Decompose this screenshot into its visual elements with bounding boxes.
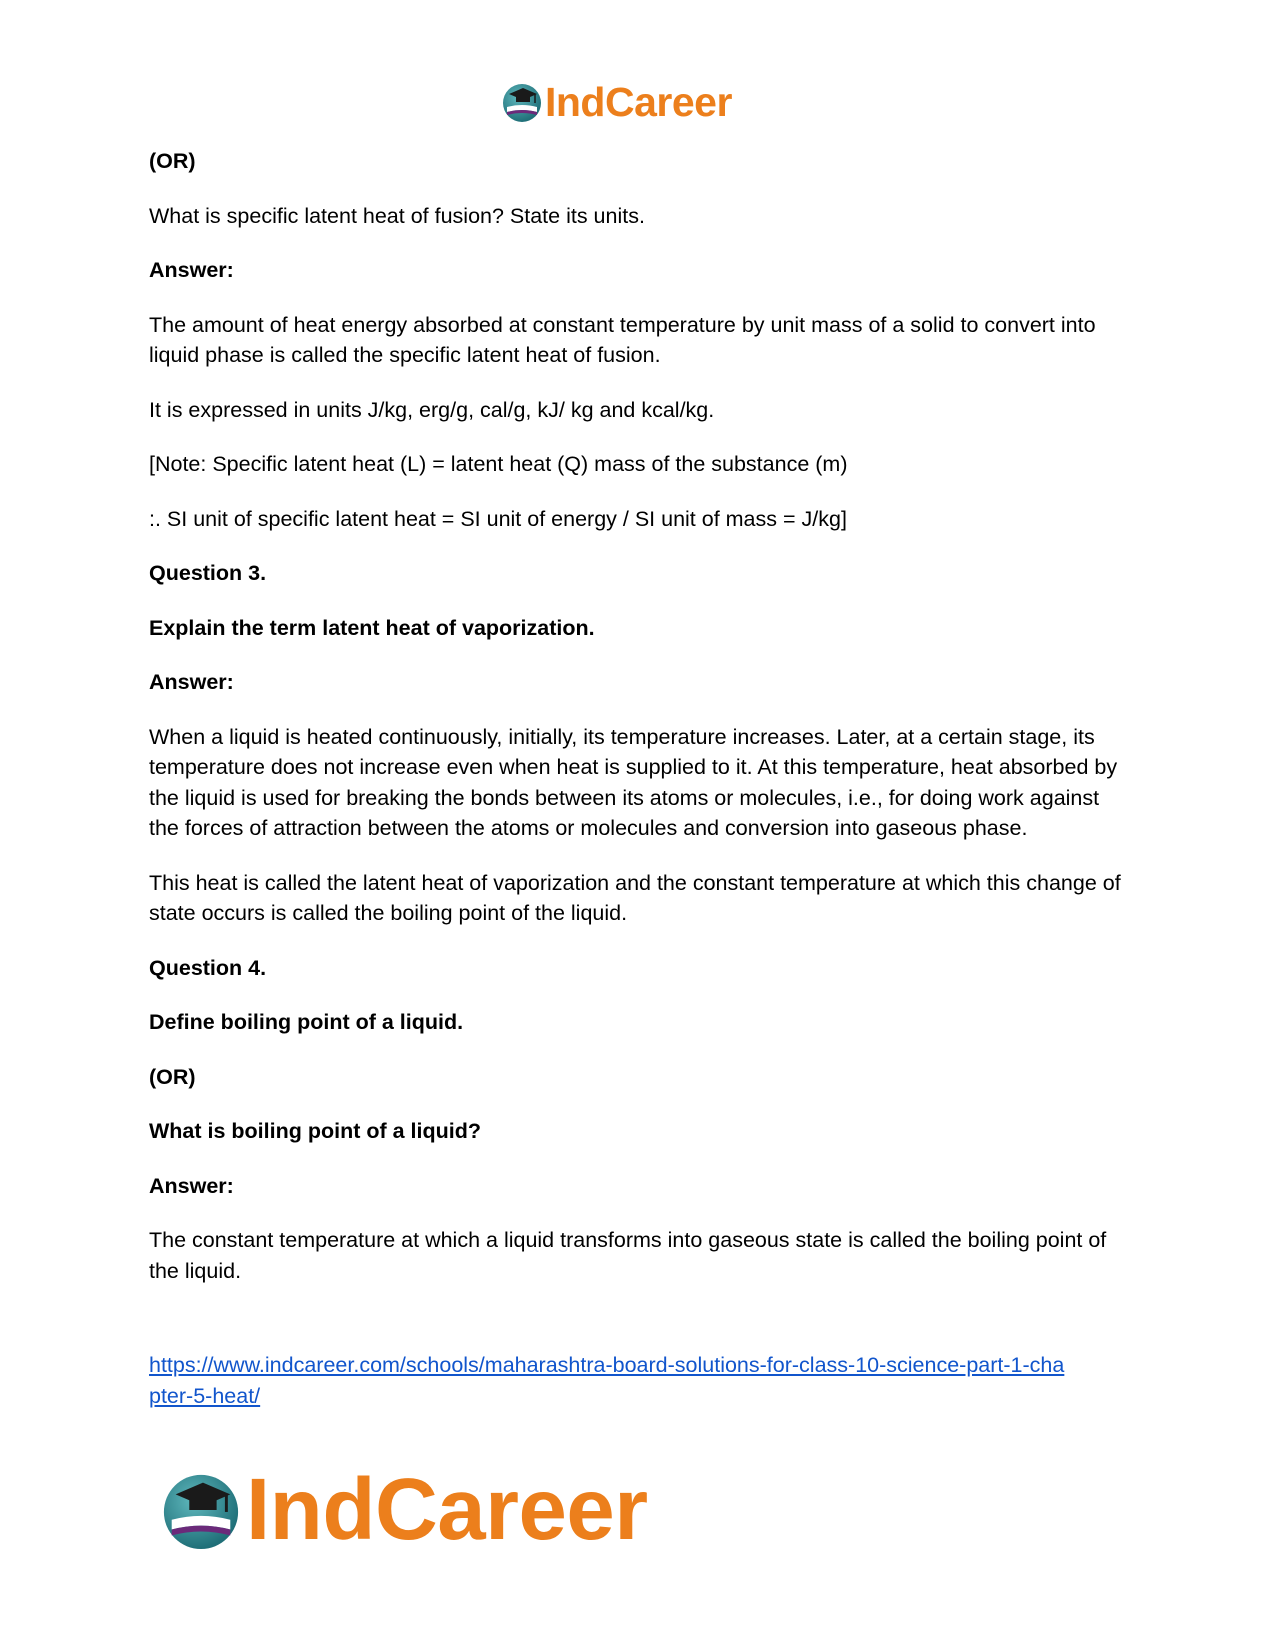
source-link-line1[interactable]: https://www.indcareer.com/schools/maharashtra-board-solutions-for-class-10-science-part-1-cha — [149, 1353, 1065, 1377]
bold-paragraph: Define boiling point of a liquid. — [149, 1010, 464, 1034]
header-logo — [501, 80, 732, 124]
bold-paragraph: Answer: — [149, 670, 234, 694]
bold-paragraph: Answer: — [149, 258, 234, 282]
bold-paragraph: Explain the term latent heat of vaporization. — [149, 615, 595, 640]
source-link-line2[interactable]: pter-5-heat/ — [149, 1383, 261, 1408]
paragraph: :. SI unit of specific latent heat = SI unit of energy / SI unit of mass = J/kg] — [149, 506, 847, 531]
footer-logo — [160, 1461, 648, 1558]
paragraph: It is expressed in units J/kg, erg/g, cal/g, kJ/ kg and kcal/kg. — [149, 397, 715, 422]
bold-paragraph: (OR) — [149, 1064, 196, 1089]
spacer — [149, 1310, 1129, 1350]
graduation-cap-book-globe-icon — [160, 1469, 242, 1551]
graduation-cap-book-globe-icon — [501, 81, 543, 123]
footer-logo-text: IndCareer — [246, 1461, 648, 1558]
paragraph: [Note: Specific latent heat (L) = latent heat (Q) mass of the substance (m) — [149, 452, 848, 476]
bold-paragraph: Question 4. — [149, 955, 267, 980]
paragraph: When a liquid is heated continuously, initially, its temperature increases. Later, at a certain stage, its temperature does not increase even when heat is supplied to it. At this temperature, heat absorbed by the liquid is used for breaking the bonds between its atoms or molecules, i.e., for doing work against the forces of attraction between the atoms or molecules and conversion into gaseous phase. — [149, 724, 1118, 840]
paragraph: This heat is called the latent heat of vaporization and the constant temperature at which this change of state occurs is called the boiling point of the liquid. — [149, 870, 1121, 925]
bold-paragraph: Answer: — [149, 1173, 234, 1198]
bold-paragraph: Question 3. — [149, 561, 267, 585]
paragraph: What is specific latent heat of fusion? State its units. — [149, 203, 645, 228]
header-logo-text: IndCareer — [545, 79, 732, 125]
document-body — [149, 146, 1129, 1435]
bold-paragraph: What is boiling point of a liquid? — [149, 1119, 482, 1143]
paragraph: The constant temperature at which a liquid transforms into gaseous state is called the boiling point of the liquid. — [149, 1228, 1107, 1283]
bold-paragraph: (OR) — [149, 149, 196, 173]
source-link[interactable] — [149, 1350, 1129, 1411]
paragraph: The amount of heat energy absorbed at constant temperature by unit mass of a solid to convert into liquid phase is called the specific latent heat of fusion. — [149, 312, 1096, 367]
